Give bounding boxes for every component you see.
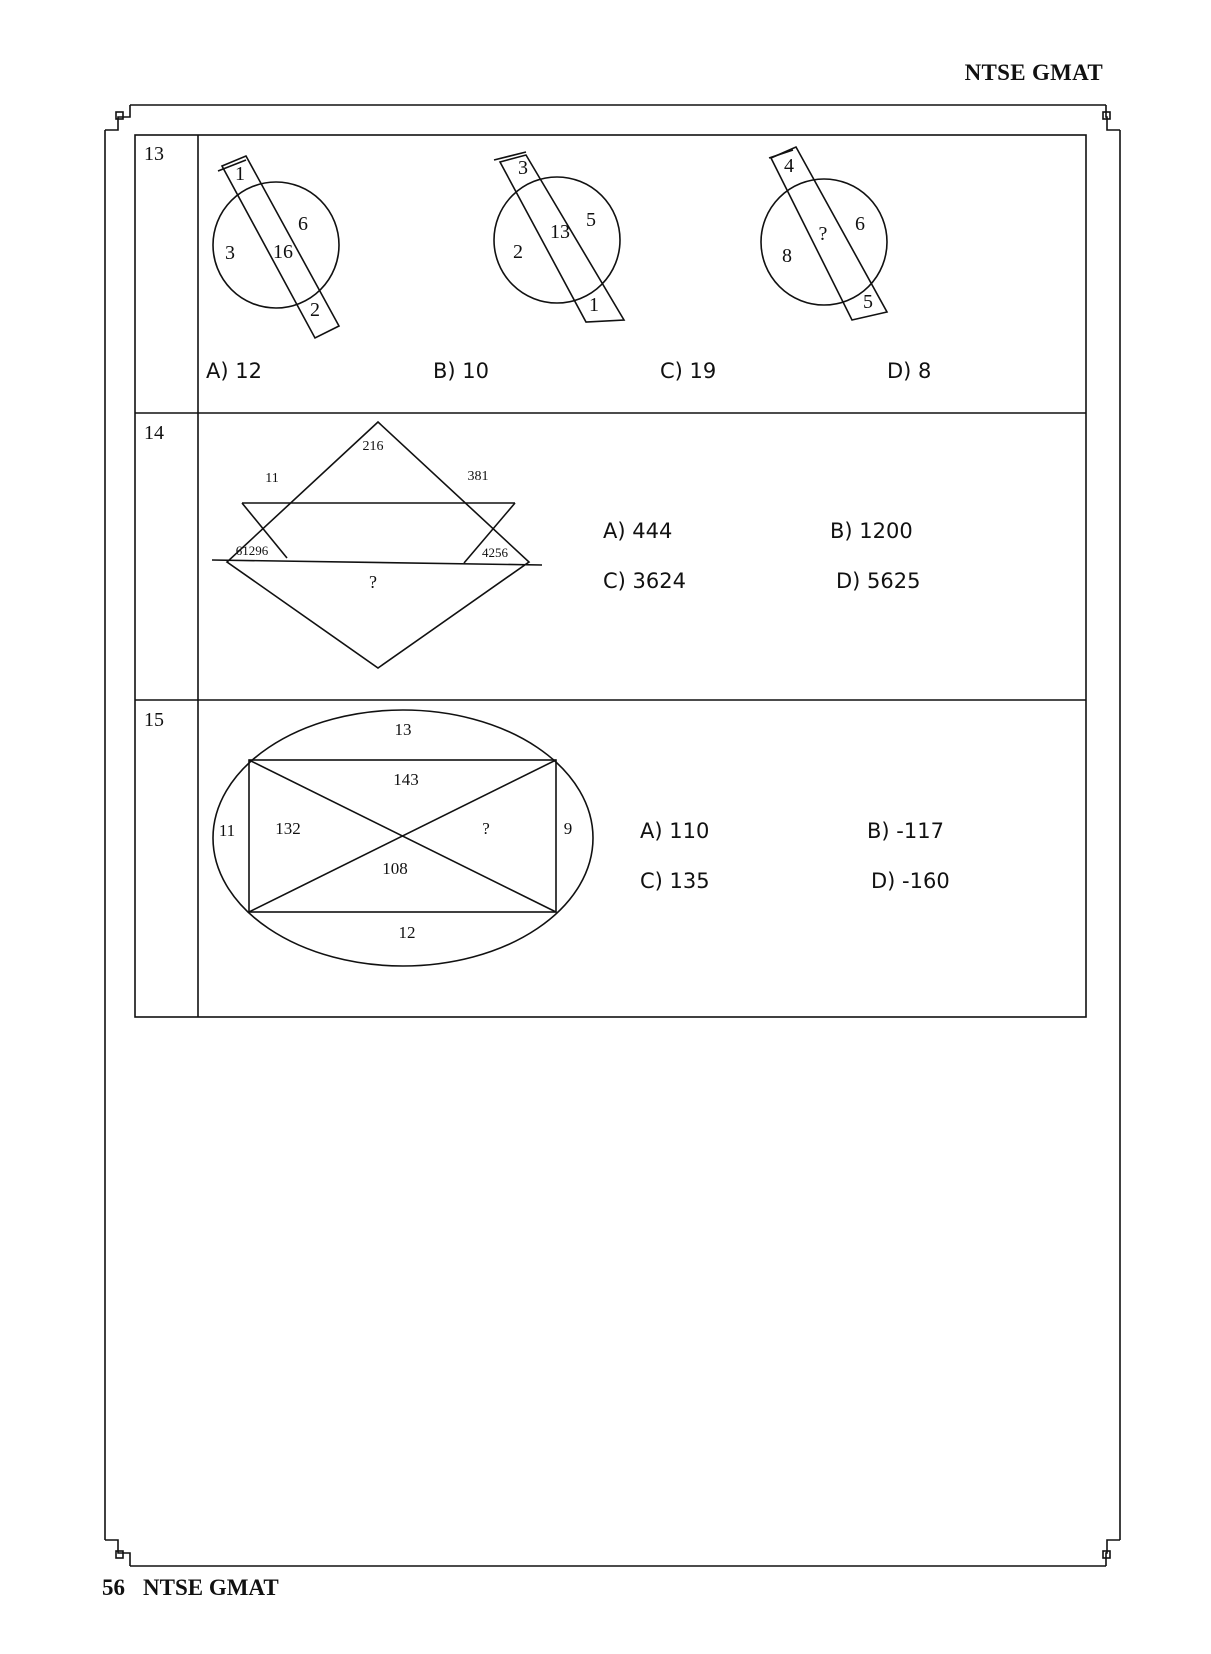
- figure-label: 4: [784, 155, 794, 177]
- figure-label: 61296: [235, 543, 269, 558]
- figure-label: 13: [394, 720, 412, 739]
- figure-label: 132: [275, 819, 301, 838]
- circle-figure-3: [761, 147, 887, 320]
- figure-label: 11: [265, 471, 279, 486]
- figure-label: 3: [225, 242, 235, 264]
- page-number: 56: [102, 1575, 125, 1600]
- circle-figure-2: [494, 152, 624, 322]
- figure-label: 6: [855, 213, 865, 235]
- figure-label: 12: [398, 923, 416, 942]
- option-d[interactable]: D) 5625: [836, 569, 921, 593]
- option-c[interactable]: C) 135: [640, 869, 710, 893]
- figure-label: 108: [382, 859, 408, 878]
- circle-figure-1: [213, 156, 339, 338]
- question-number: 14: [144, 422, 164, 444]
- page-header: NTSE GMAT: [964, 60, 1103, 85]
- figure-label: 13: [550, 221, 570, 243]
- figure-label: 381: [467, 469, 489, 484]
- figure-label: 5: [863, 291, 873, 313]
- option-a[interactable]: A) 444: [603, 519, 673, 543]
- figure-label: 16: [273, 241, 293, 263]
- figure-label: 4256: [482, 545, 508, 560]
- figure-label: 2: [513, 241, 523, 263]
- question-number: 13: [144, 143, 164, 165]
- figure-label: 3: [518, 157, 528, 179]
- figure-label: 1: [589, 294, 599, 316]
- figure-label: 2: [310, 299, 320, 321]
- figure-label: 9: [563, 819, 573, 838]
- figure-label: 8: [782, 245, 792, 267]
- option-b[interactable]: B) 1200: [830, 519, 913, 543]
- option-d[interactable]: D) -160: [871, 869, 950, 893]
- option-b[interactable]: B) 10: [433, 359, 489, 383]
- figure-label: ?: [482, 819, 490, 838]
- figure-label: 11: [218, 821, 236, 840]
- option-a[interactable]: A) 110: [640, 819, 710, 843]
- figure-label: 143: [393, 770, 419, 789]
- option-c[interactable]: C) 3624: [603, 569, 686, 593]
- figure-label: 1: [235, 163, 245, 185]
- figure-label: 5: [586, 209, 596, 231]
- question-15: [144, 709, 950, 966]
- figure-label: 216: [362, 439, 384, 454]
- figure-label: ?: [818, 223, 828, 245]
- option-c[interactable]: C) 19: [660, 359, 717, 383]
- option-b[interactable]: B) -117: [867, 819, 944, 843]
- figure-label: 6: [298, 213, 308, 235]
- page-frame: [105, 105, 1120, 1566]
- question-13: [144, 143, 931, 383]
- option-a[interactable]: A) 12: [206, 359, 262, 383]
- question-number: 15: [144, 709, 164, 731]
- figure-label: ?: [369, 572, 377, 592]
- footer-title: NTSE GMAT: [143, 1575, 279, 1600]
- option-d[interactable]: D) 8: [887, 359, 932, 383]
- page-footer: [102, 1575, 279, 1601]
- question-14: [144, 422, 920, 668]
